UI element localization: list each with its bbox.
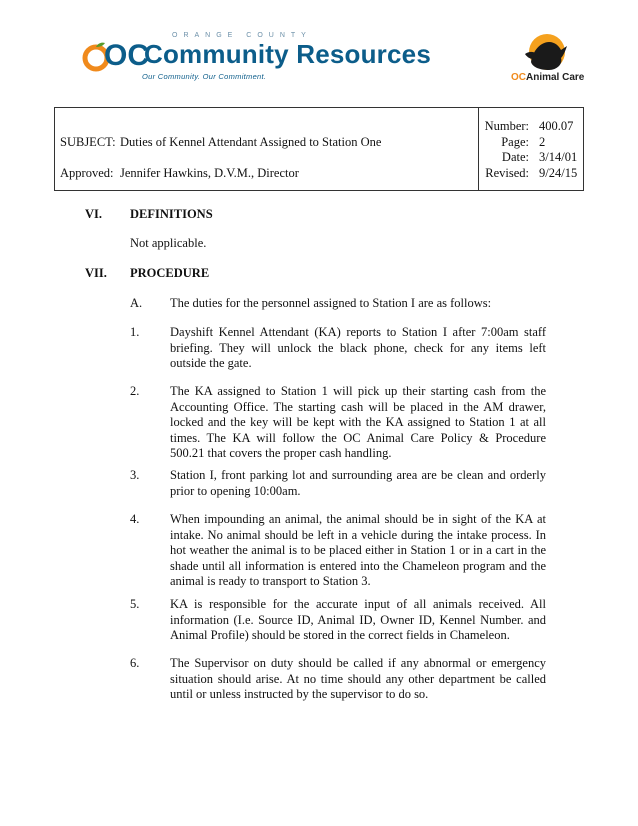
item-text: The duties for the personnel assigned to Station I are as follows: — [170, 296, 492, 310]
item-text: KA is responsible for the accurate input of all animals received. All information (I.e. Source ID, Animal ID, Owner ID, Kennel Number. and Animal Profile) should be stored in the correct fields in Chameleon. — [170, 597, 546, 642]
approved-value: Jennifer Hawkins, D.V.M., Director — [120, 166, 299, 180]
item-number: 1. — [130, 325, 140, 339]
item-number: 5. — [130, 597, 140, 611]
revised-label: Revised: — [485, 165, 529, 180]
approved-label: Approved: — [60, 166, 114, 180]
item-text: The KA assigned to Station 1 will pick up their starting cash from the Accounting Office. The starting cash will be placed in the AM drawer, locked and the key will be kept with the KA assigned to Station 1 at all times. The KA will follow the OC Animal Care Policy & Procedure 500.21 that covers the proper cash handling. — [170, 384, 546, 460]
item-text: The Supervisor on duty should be called if any abnormal or emergency situation should arise. At no time should any other department be called until or unless instructed by the supervisor to do so. — [170, 656, 546, 701]
oc-community-resources-logo — [82, 30, 472, 90]
section-title-definitions: DEFINITIONS — [130, 207, 213, 221]
item-number: 6. — [130, 656, 140, 670]
item-number: 3. — [130, 468, 140, 482]
item-text: Dayshift Kennel Attendant (KA) reports to Station I after 7:00am staff briefing. They will unlock the black phone, check for any items left outside the gate. — [170, 325, 546, 370]
item-number: 2. — [130, 384, 140, 398]
item-text: Station I, front parking lot and surrounding area are be clean and orderly prior to opening 10:00am. — [170, 468, 546, 498]
ocr-tagline-text: Our Community. Our Commitment. — [142, 72, 267, 81]
number-label: Number: — [484, 119, 529, 133]
section-title-procedure: PROCEDURE — [130, 266, 210, 280]
meta-labels — [485, 119, 529, 181]
animal-care-label — [511, 72, 583, 83]
meta-values — [539, 119, 577, 181]
header-logos — [0, 0, 638, 100]
header-divider — [478, 108, 479, 190]
subject-label: SUBJECT: — [60, 135, 116, 149]
section-number: VII. — [85, 266, 107, 280]
oc-animal-care-logo — [511, 32, 583, 94]
ocr-oc-text: OC — [104, 39, 149, 72]
item-number: A. — [130, 296, 143, 310]
date-value: 3/14/01 — [539, 150, 578, 164]
item-number: 4. — [130, 512, 140, 526]
page-label: Page: — [501, 134, 529, 149]
section-number: VI. — [85, 207, 103, 221]
date-label: Date: — [501, 150, 529, 164]
definitions-text: Not applicable. — [130, 236, 207, 250]
subject-value: Duties of Kennel Attendant Assigned to Station One — [120, 135, 382, 149]
document-header-box — [54, 107, 584, 191]
animal-care-emblem-icon — [511, 32, 583, 76]
ocr-name-text: Community Resources — [144, 39, 431, 69]
ac-oc-text: OC — [511, 72, 526, 83]
ac-name-text: Animal Care — [526, 72, 585, 83]
page-value: 2 — [539, 134, 546, 149]
number-value: 400.07 — [539, 119, 574, 133]
revised-value: 9/24/15 — [539, 165, 578, 180]
ocr-county-text: ORANGE COUNTY — [172, 32, 312, 39]
item-text: When impounding an animal, the animal should be in sight of the KA at intake. No animal should be left in a vehicle during the intake process. In hot weather the animal is to be placed either in Station 1 or in a cart in the shade until all information is entered into the Chameleon program and the animal is ready to transport to Station 3. — [170, 512, 546, 588]
